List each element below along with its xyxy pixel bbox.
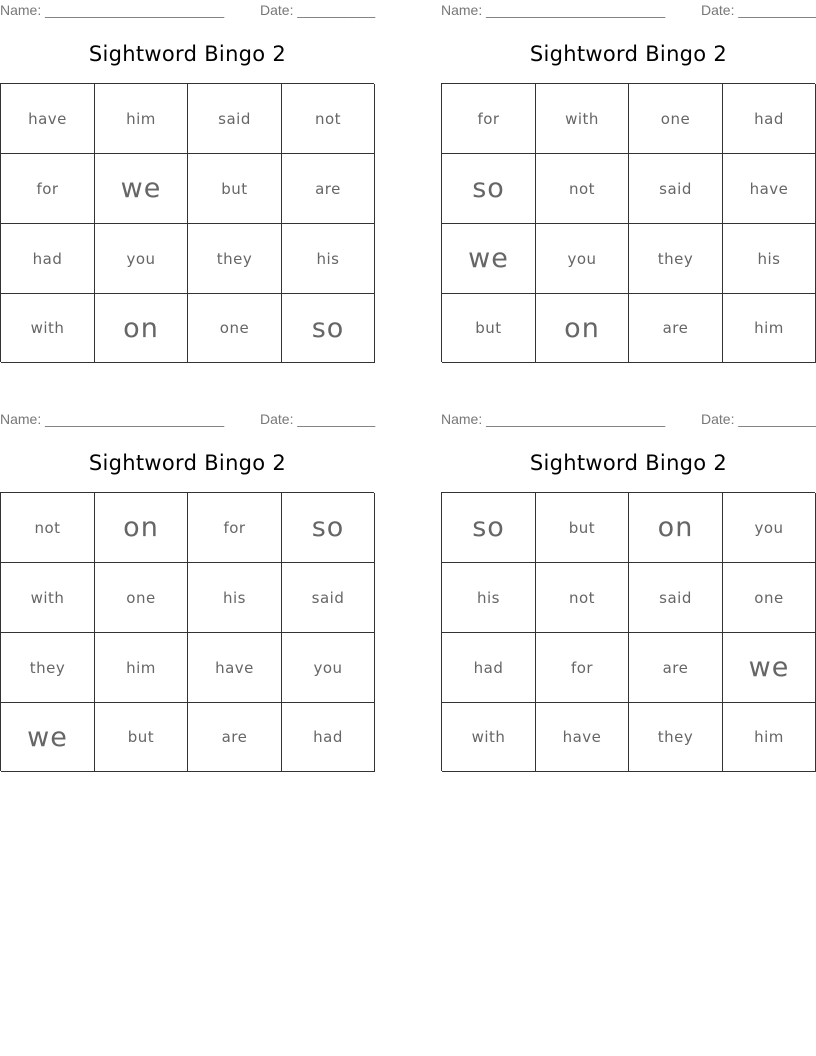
bingo-cell[interactable]: are (629, 294, 723, 363)
bingo-card-1 (0, 0, 375, 365)
name-field[interactable]: Name: _______________________ (0, 411, 225, 427)
bingo-cell[interactable]: not (536, 563, 629, 633)
bingo-cell[interactable]: not (1, 493, 95, 563)
bingo-cell[interactable]: so (282, 493, 375, 563)
bingo-cell[interactable]: are (629, 633, 723, 703)
bingo-grid (441, 83, 815, 362)
bingo-cell[interactable]: you (95, 224, 188, 294)
bingo-cell[interactable]: said (629, 154, 723, 224)
bingo-cell[interactable]: they (629, 703, 723, 772)
bingo-cell[interactable]: they (629, 224, 723, 294)
card-title: Sightword Bingo 2 (88, 42, 287, 66)
bingo-cell[interactable]: him (95, 633, 188, 703)
bingo-cell[interactable]: with (442, 703, 536, 772)
bingo-cell[interactable]: one (723, 563, 816, 633)
bingo-cell[interactable]: we (95, 154, 188, 224)
bingo-cell[interactable]: said (282, 563, 375, 633)
date-field[interactable]: Date: __________ (701, 2, 816, 18)
name-field[interactable]: Name: _______________________ (0, 2, 225, 18)
bingo-cell[interactable]: but (95, 703, 188, 772)
bingo-cell[interactable]: we (1, 703, 95, 772)
bingo-cell[interactable]: we (442, 224, 536, 294)
bingo-card-4 (441, 409, 816, 774)
bingo-cell[interactable]: his (723, 224, 816, 294)
bingo-cell[interactable]: but (442, 294, 536, 363)
bingo-cell[interactable]: you (723, 493, 816, 563)
bingo-cell[interactable]: have (536, 703, 629, 772)
bingo-cell[interactable]: one (188, 294, 282, 363)
bingo-cell[interactable]: with (536, 84, 629, 154)
bingo-cell[interactable]: his (442, 563, 536, 633)
card-title: Sightword Bingo 2 (529, 451, 728, 475)
date-field[interactable]: Date: __________ (260, 2, 376, 18)
bingo-cell[interactable]: but (536, 493, 629, 563)
bingo-cell[interactable]: had (282, 703, 375, 772)
bingo-cell[interactable]: him (723, 294, 816, 363)
bingo-cell[interactable]: not (536, 154, 629, 224)
bingo-cell[interactable]: his (282, 224, 375, 294)
bingo-cell[interactable]: for (442, 84, 536, 154)
bingo-cell[interactable]: so (282, 294, 375, 363)
bingo-cell[interactable]: for (188, 493, 282, 563)
bingo-cell[interactable]: for (536, 633, 629, 703)
bingo-cell[interactable]: had (442, 633, 536, 703)
bingo-cell[interactable]: on (95, 294, 188, 363)
date-field[interactable]: Date: __________ (701, 411, 816, 427)
bingo-cell[interactable]: had (723, 84, 816, 154)
card-title: Sightword Bingo 2 (529, 42, 728, 66)
bingo-cell[interactable]: with (1, 294, 95, 363)
bingo-cell[interactable]: we (723, 633, 816, 703)
name-field[interactable]: Name: _______________________ (441, 411, 666, 427)
bingo-grid (0, 83, 374, 362)
bingo-cell[interactable]: on (95, 493, 188, 563)
bingo-grid (441, 492, 815, 771)
bingo-cell[interactable]: but (188, 154, 282, 224)
bingo-cell[interactable]: are (282, 154, 375, 224)
date-field[interactable]: Date: __________ (260, 411, 376, 427)
bingo-cell[interactable]: so (442, 154, 536, 224)
bingo-cell[interactable]: are (188, 703, 282, 772)
bingo-cell[interactable]: him (95, 84, 188, 154)
bingo-cell[interactable]: one (629, 84, 723, 154)
bingo-card-2 (441, 0, 816, 365)
bingo-cell[interactable]: have (1, 84, 95, 154)
bingo-cell[interactable]: one (95, 563, 188, 633)
bingo-cell[interactable]: they (188, 224, 282, 294)
bingo-cell[interactable]: said (629, 563, 723, 633)
bingo-card-3 (0, 409, 375, 774)
bingo-grid (0, 492, 374, 771)
bingo-cell[interactable]: on (629, 493, 723, 563)
bingo-cell[interactable]: his (188, 563, 282, 633)
bingo-cell[interactable]: him (723, 703, 816, 772)
bingo-cell[interactable]: so (442, 493, 536, 563)
name-field[interactable]: Name: _______________________ (441, 2, 666, 18)
bingo-cell[interactable]: for (1, 154, 95, 224)
bingo-cell[interactable]: had (1, 224, 95, 294)
card-title: Sightword Bingo 2 (88, 451, 287, 475)
bingo-cell[interactable]: not (282, 84, 375, 154)
bingo-cell[interactable]: you (282, 633, 375, 703)
bingo-cell[interactable]: on (536, 294, 629, 363)
bingo-cell[interactable]: with (1, 563, 95, 633)
bingo-cell[interactable]: said (188, 84, 282, 154)
bingo-cell[interactable]: have (188, 633, 282, 703)
bingo-cell[interactable]: you (536, 224, 629, 294)
bingo-cell[interactable]: have (723, 154, 816, 224)
bingo-cell[interactable]: they (1, 633, 95, 703)
